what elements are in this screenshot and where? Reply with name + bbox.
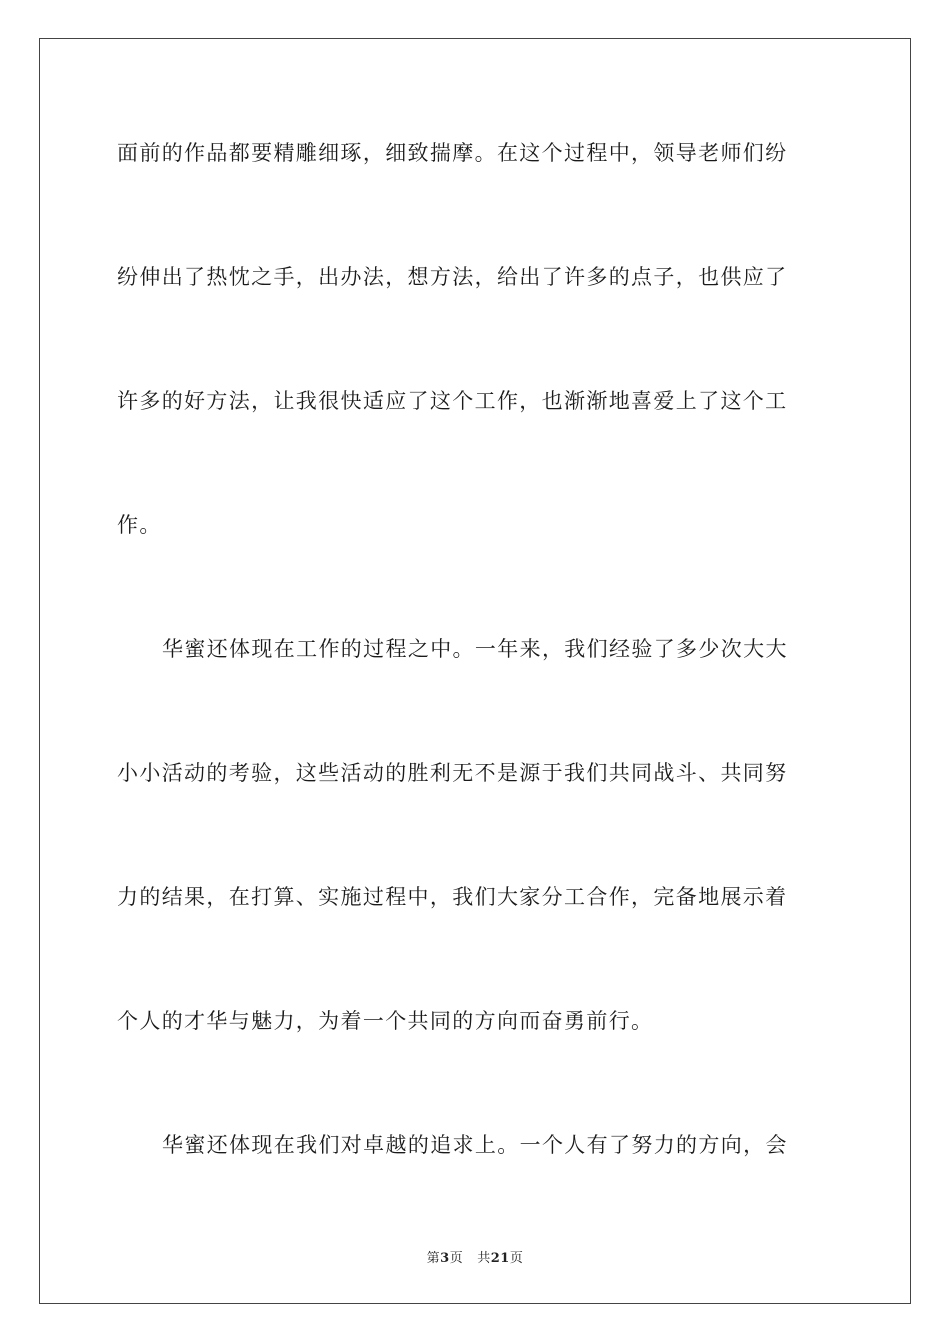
text-line: 个人的才华与魅力，为着一个共同的方向而奋勇前行。	[117, 1009, 654, 1033]
text-line-paragraph-start: 华蜜还体现在我们对卓越的追求上。一个人有了努力的方向，会	[162, 1133, 788, 1157]
footer-page-number: 3	[440, 1251, 450, 1266]
page-footer	[0, 1247, 950, 1266]
text-line: 力的结果，在打算、实施过程中，我们大家分工合作，完备地展示着	[117, 885, 788, 909]
footer-page-prefix: 第	[426, 1251, 441, 1266]
text-line-paragraph-start: 华蜜还体现在工作的过程之中。一年来，我们经验了多少次大大	[162, 637, 788, 661]
footer-total-pages: 21	[490, 1251, 510, 1266]
footer-page-suffix: 页	[449, 1251, 464, 1266]
text-line: 许多的好方法，让我很快适应了这个工作，也渐渐地喜爱上了这个工	[117, 389, 788, 413]
footer-total-prefix: 共	[477, 1251, 491, 1266]
text-line: 纷伸出了热忱之手，出办法，想方法，给出了许多的点子，也供应了	[117, 265, 788, 289]
text-line: 小小活动的考验，这些活动的胜利无不是源于我们共同战斗、共同努	[117, 761, 788, 785]
footer-total-suffix: 页	[509, 1251, 524, 1266]
text-line: 面前的作品都要精雕细琢，细致揣摩。在这个过程中，领导老师们纷	[117, 141, 788, 165]
page-border	[39, 38, 911, 1304]
text-line: 作。	[117, 513, 162, 537]
